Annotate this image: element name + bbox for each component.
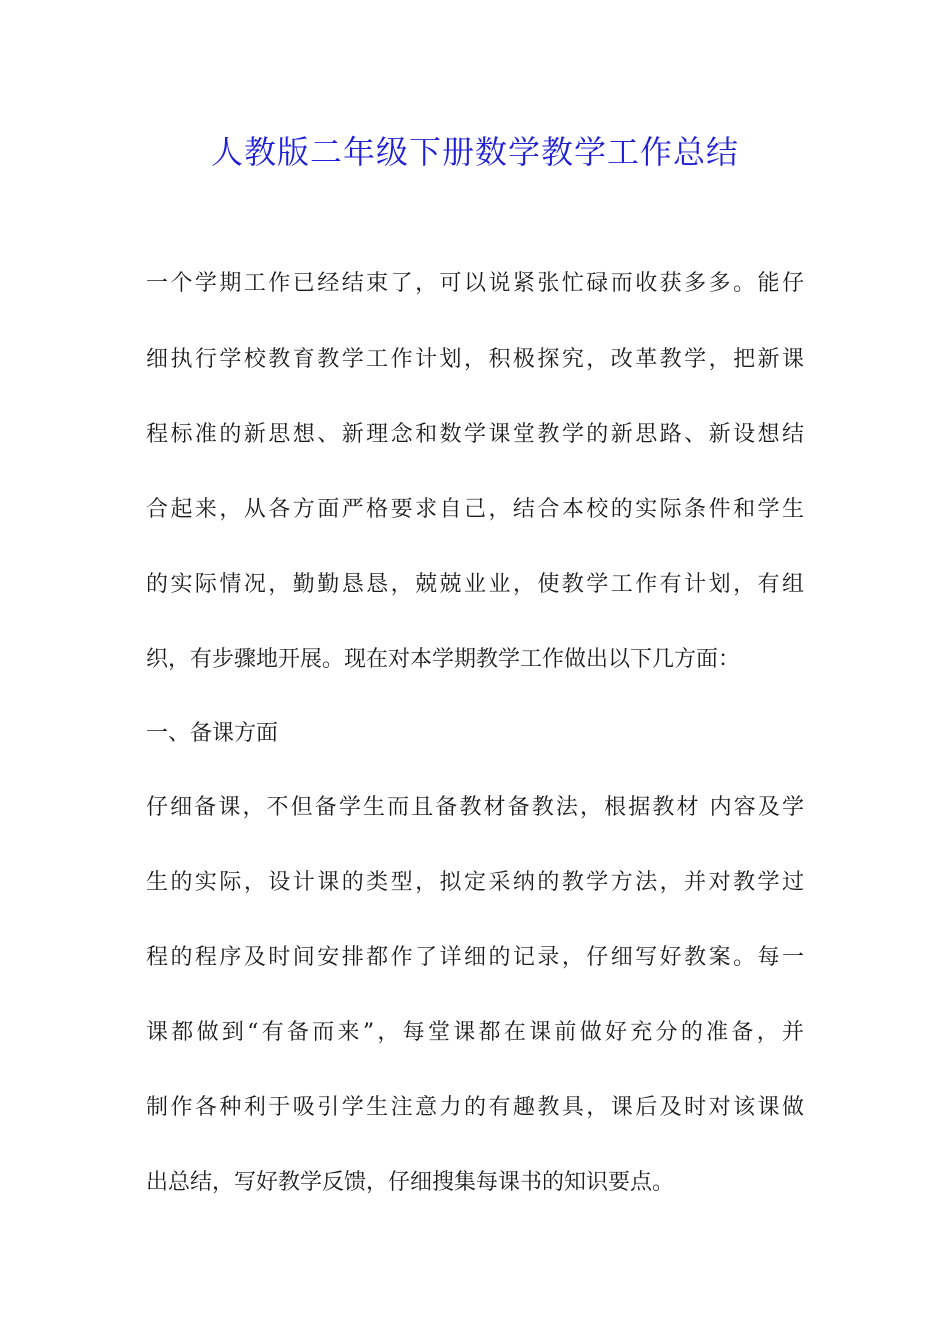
paragraph-line: 制作各种利于吸引学生注意力的有趣教具，课后及时对该课做: [146, 1095, 804, 1120]
paragraph-line: 细执行学校教育教学工作计划，积极探究，改革教学，把新课: [146, 347, 804, 372]
paragraph-line: 生的实际，设计课的类型，拟定采纳的教学方法，并对教学过: [146, 870, 804, 895]
paragraph-line: 一个学期工作已经结束了，可以说紧张忙碌而收获多多。能仔: [146, 271, 804, 296]
paragraph-line: 出总结，写好教学反馈，仔细搜集每课书的知识要点。: [146, 1170, 675, 1195]
section-heading: 一、备课方面: [146, 721, 279, 746]
paragraph-line: 程的程序及时间安排都作了详细的记录，仔细写好教案。每一: [146, 945, 804, 970]
paragraph-line: 合起来，从各方面严格要求自己，结合本校的实际条件和学生: [146, 497, 804, 522]
paragraph-line: 的实际情况，勤勤恳恳，兢兢业业，使教学工作有计划，有组: [146, 572, 804, 597]
paragraph-line: 课都做到“有备而来”，每堂课都在课前做好充分的准备，并: [146, 1020, 804, 1045]
paragraph-line: 程标准的新思想、新理念和数学课堂教学的新思路、新设想结: [146, 422, 804, 447]
paragraph-line: 织，有步骤地开展。现在对本学期教学工作做出以下几方面：: [146, 647, 741, 672]
document-title: 人教版二年级下册数学教学工作总结: [210, 133, 739, 171]
paragraph-line: 仔细备课，不但备学生而且备教材备教法，根据教材 内容及学: [146, 795, 804, 820]
